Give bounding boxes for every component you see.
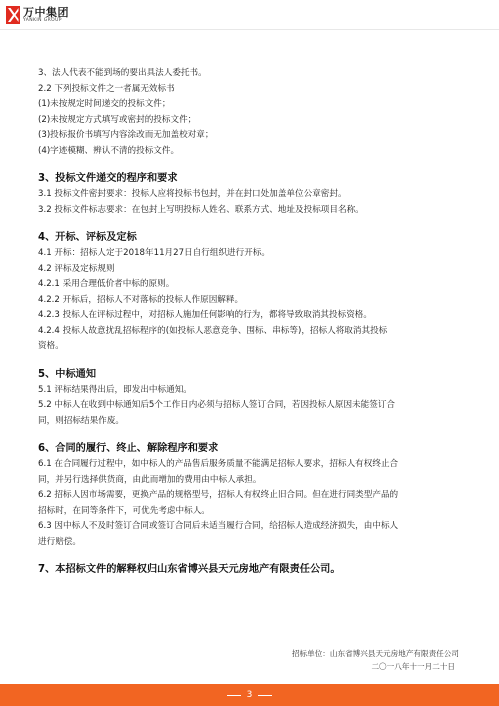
body-line: 2.2 下列投标文件之一者属无效标书 <box>38 83 175 94</box>
company-logo <box>6 6 69 24</box>
body-line: 6.1 在合同履行过程中，如中标人的产品售后服务质量不能满足招标人要求，招标人有权终止合 <box>38 459 399 469</box>
body-line: (3)投标报价书填写内容涂改而无加盖校对章； <box>38 130 214 140</box>
signature-block <box>292 648 459 673</box>
body-line: 4.2.2 开标后，招标人不对落标的投标人作原因解释。 <box>38 294 244 305</box>
section-heading-5: 5、中标通知 <box>38 368 97 380</box>
body-line: 3.2 投标文件标志要求：在包封上写明投标人姓名、联系方式、地址及投标项目名称。 <box>38 204 364 215</box>
body-line: 3、法人代表不能到场的要出具法人委托书。 <box>38 68 207 78</box>
body-line: 4.2.4 投标人故意扰乱招标程序的(如投标人恶意竞争、围标、串标等)，招标人将取消其投标 <box>38 325 388 336</box>
section-heading-7: 7、本招标文件的解释权归山东省博兴县天元房地产有限责任公司。 <box>38 564 341 575</box>
body-line: 资格。 <box>38 341 64 351</box>
page-footer <box>0 684 499 706</box>
body-line: 4.2.1 采用合理低价者中标的原则。 <box>38 279 175 289</box>
body-line: 5.2 中标人在收到中标通知后5个工作日内必须与招标人签订合同，若因投标人原因未能签订合 <box>38 400 396 410</box>
section-heading-3: 3、投标文件递交的程序和要求 <box>38 173 178 184</box>
header-divider <box>0 29 499 30</box>
section-heading-6: 6、合同的履行、终止、解除程序和要求 <box>38 443 219 454</box>
logo-subtitle: YANKIN GROUP <box>23 17 62 23</box>
footer-dash-right <box>258 695 272 696</box>
footer-dash-left <box>227 695 241 696</box>
body-line: (2)未按规定方式填写或密封的投标文件； <box>38 114 197 125</box>
document-body <box>38 66 468 578</box>
yankin-logo-icon <box>6 6 20 24</box>
section-heading-4: 4、开标、评标及定标 <box>38 232 137 243</box>
logo-name: 万中集团 <box>23 5 69 19</box>
page-number: 3 <box>246 690 253 700</box>
body-line: (4)字迹模糊、辨认不清的投标文件。 <box>38 145 180 156</box>
body-line: (1)未按规定时间递交的投标文件； <box>38 99 171 109</box>
body-line: 同，则招标结果作废。 <box>38 415 124 426</box>
body-line: 进行赔偿。 <box>38 536 81 547</box>
body-line: 5.1 评标结果得出后，即发出中标通知。 <box>38 384 192 395</box>
body-line: 6.3 因中标人不及时签订合同或签订合同后未适当履行合同，给招标人造成经济损失，由中标人 <box>38 521 399 531</box>
issuer-line: 招标单位：山东省博兴县天元房地产有限责任公司 <box>291 649 459 658</box>
issue-date: 二〇一八年十一月二十日 <box>371 661 455 671</box>
body-line: 同，并另行选择供货商，由此而增加的费用由中标人承担。 <box>38 474 262 485</box>
body-line: 招标时，在同等条件下，可优先考虑中标人。 <box>38 505 210 516</box>
body-line: 4.1 开标：招标人定于2018年11月27日自行组织进行开标。 <box>38 248 271 258</box>
body-line: 3.1 投标文件密封要求：投标人应将投标书包封，并在封口处加盖单位公章密封。 <box>38 189 347 199</box>
body-line: 6.2 招标人因市场需要，更换产品的规格型号，招标人有权终止旧合同。但在进行同类型产品的 <box>38 490 399 500</box>
body-line: 4.2.3 投标人在评标过程中，对招标人施加任何影响的行为，都将导致取消其投标资格。 <box>38 310 372 320</box>
page-header <box>0 0 499 30</box>
body-line: 4.2 评标及定标规则 <box>38 263 115 274</box>
